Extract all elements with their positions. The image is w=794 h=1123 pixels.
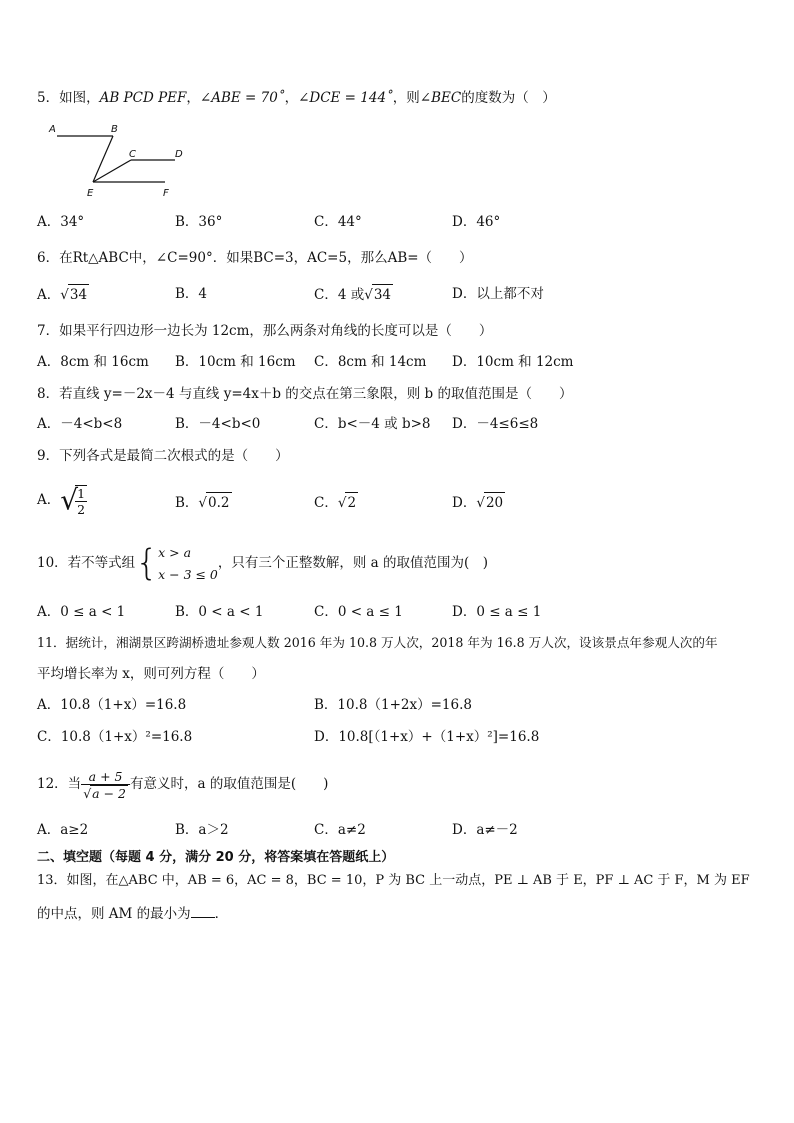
q7-option-d: D．10cm 和 12cm <box>452 354 574 370</box>
question-5-stem: 5．如图，AB PCD PEF，∠ABE = 70˚，∠DCE = 144˚，则∠BEC的度数为（ ） <box>37 90 556 106</box>
q11-option-b: B．10.8（1+2x）=16.8 <box>314 697 472 713</box>
q6-option-d: D．以上都不对 <box>452 286 544 302</box>
q7-option-a: A．8cm 和 16cm <box>37 354 149 370</box>
label-e: E <box>87 188 94 199</box>
q6-option-c: C．4 或√34 <box>314 284 393 305</box>
question-13-line-1: 13．如图，在△ABC 中，AB = 6，AC = 8，BC = 10，P 为 BC 上一动点，PE ⊥ AB 于 E，PF ⊥ AC 于 F，M 为 EF <box>37 873 750 888</box>
q8-option-c: C．b<－4 或 b>8 <box>314 416 431 432</box>
q11-option-c: C．10.8（1+x）²=16.8 <box>37 729 193 745</box>
question-6-stem: 6．在Rt△ABC中，∠C=90°．如果BC=3，AC=5，那么AB=（ ） <box>37 250 473 266</box>
q8-option-b: B．－4<b<0 <box>175 416 261 432</box>
q10-option-d: D．0 ≤ a ≤ 1 <box>452 604 542 620</box>
question-8-stem: 8．若直线 y=－2x－4 与直线 y=4x＋b 的交点在第三象限，则 b 的取值范围是（ ） <box>37 386 573 402</box>
q10-inequality-system: x > a x − 3 ≤ 0 <box>158 544 218 582</box>
q9-option-a: A．√ $\frac{1}{2}$ <box>37 483 86 517</box>
segment-ec <box>93 160 131 182</box>
segment-be <box>93 136 113 182</box>
q10-option-a: A．0 ≤ a < 1 <box>37 604 126 620</box>
q8-option-a: A．－4<b<8 <box>37 416 123 432</box>
question-11-line-1: 11．据统计，湘湖景区跨湖桥遗址参观人数 2016 年为 10.8 万人次，2018 年为 16.8 万人次，设该景点年参观人次的年 <box>37 635 718 650</box>
q8-option-d: D．－4≤6≤8 <box>452 416 539 432</box>
q6-option-b: B．4 <box>175 286 208 302</box>
q5-option-d: D．46° <box>452 214 501 230</box>
question-11-line-2: 平均增长率为 x，则可列方程（ ） <box>37 666 265 682</box>
question-12-stem: 12．当 $\frac{a + 5}{√a - 2}$ 有意义时，a 的取值范围是( ) <box>37 768 329 801</box>
q9-option-b: B．√0.2 <box>175 492 232 513</box>
question-10-stem: 10．若不等式组{ x > a x − 3 ≤ 0 ，只有三个正整数解，则 a 的取值范围为( ) <box>37 542 489 584</box>
answer-blank[interactable] <box>191 905 215 918</box>
q12-option-b: B．a＞2 <box>175 822 229 838</box>
q6-option-a: A．√34 <box>37 284 89 305</box>
q10-option-c: C．0 < a ≤ 1 <box>314 604 403 620</box>
label-d: D <box>175 149 183 160</box>
question-13-line-2: 的中点，则 AM 的最小为 ． <box>37 906 229 922</box>
q10-option-b: B．0 < a < 1 <box>175 604 264 620</box>
q12-option-c: C．a≠2 <box>314 822 366 838</box>
question-5-figure <box>45 120 195 202</box>
q11-option-a: A．10.8（1+x）=16.8 <box>37 697 187 713</box>
q12-option-a: A．a≥2 <box>37 822 89 838</box>
label-c: C <box>129 149 136 160</box>
question-7-stem: 7．如果平行四边形一边长为 12cm，那么两条对角线的长度可以是（ ） <box>37 323 493 339</box>
section-2-heading: 二、填空题（每题 4 分，满分 20 分，将答案填在答题纸上） <box>37 850 395 865</box>
q5-option-a: A．34° <box>37 214 85 230</box>
q9-option-d: D．√20 <box>452 492 505 513</box>
q7-option-b: B．10cm 和 16cm <box>175 354 296 370</box>
q5-option-c: C．44° <box>314 214 362 230</box>
q12-option-d: D．a≠－2 <box>452 822 518 838</box>
label-a: A <box>49 124 56 135</box>
label-f: F <box>163 188 169 199</box>
q5-option-b: B．36° <box>175 214 223 230</box>
label-b: B <box>111 124 118 135</box>
q7-option-c: C．8cm 和 14cm <box>314 354 427 370</box>
q12-fraction: $\frac{a + 5}{√a - 2}$ <box>81 769 130 801</box>
q9-option-c: C．√2 <box>314 492 358 513</box>
q11-option-d: D．10.8[（1+x）+（1+x）²]=16.8 <box>314 729 540 745</box>
question-9-stem: 9．下列各式是最简二次根式的是（ ） <box>37 448 289 464</box>
